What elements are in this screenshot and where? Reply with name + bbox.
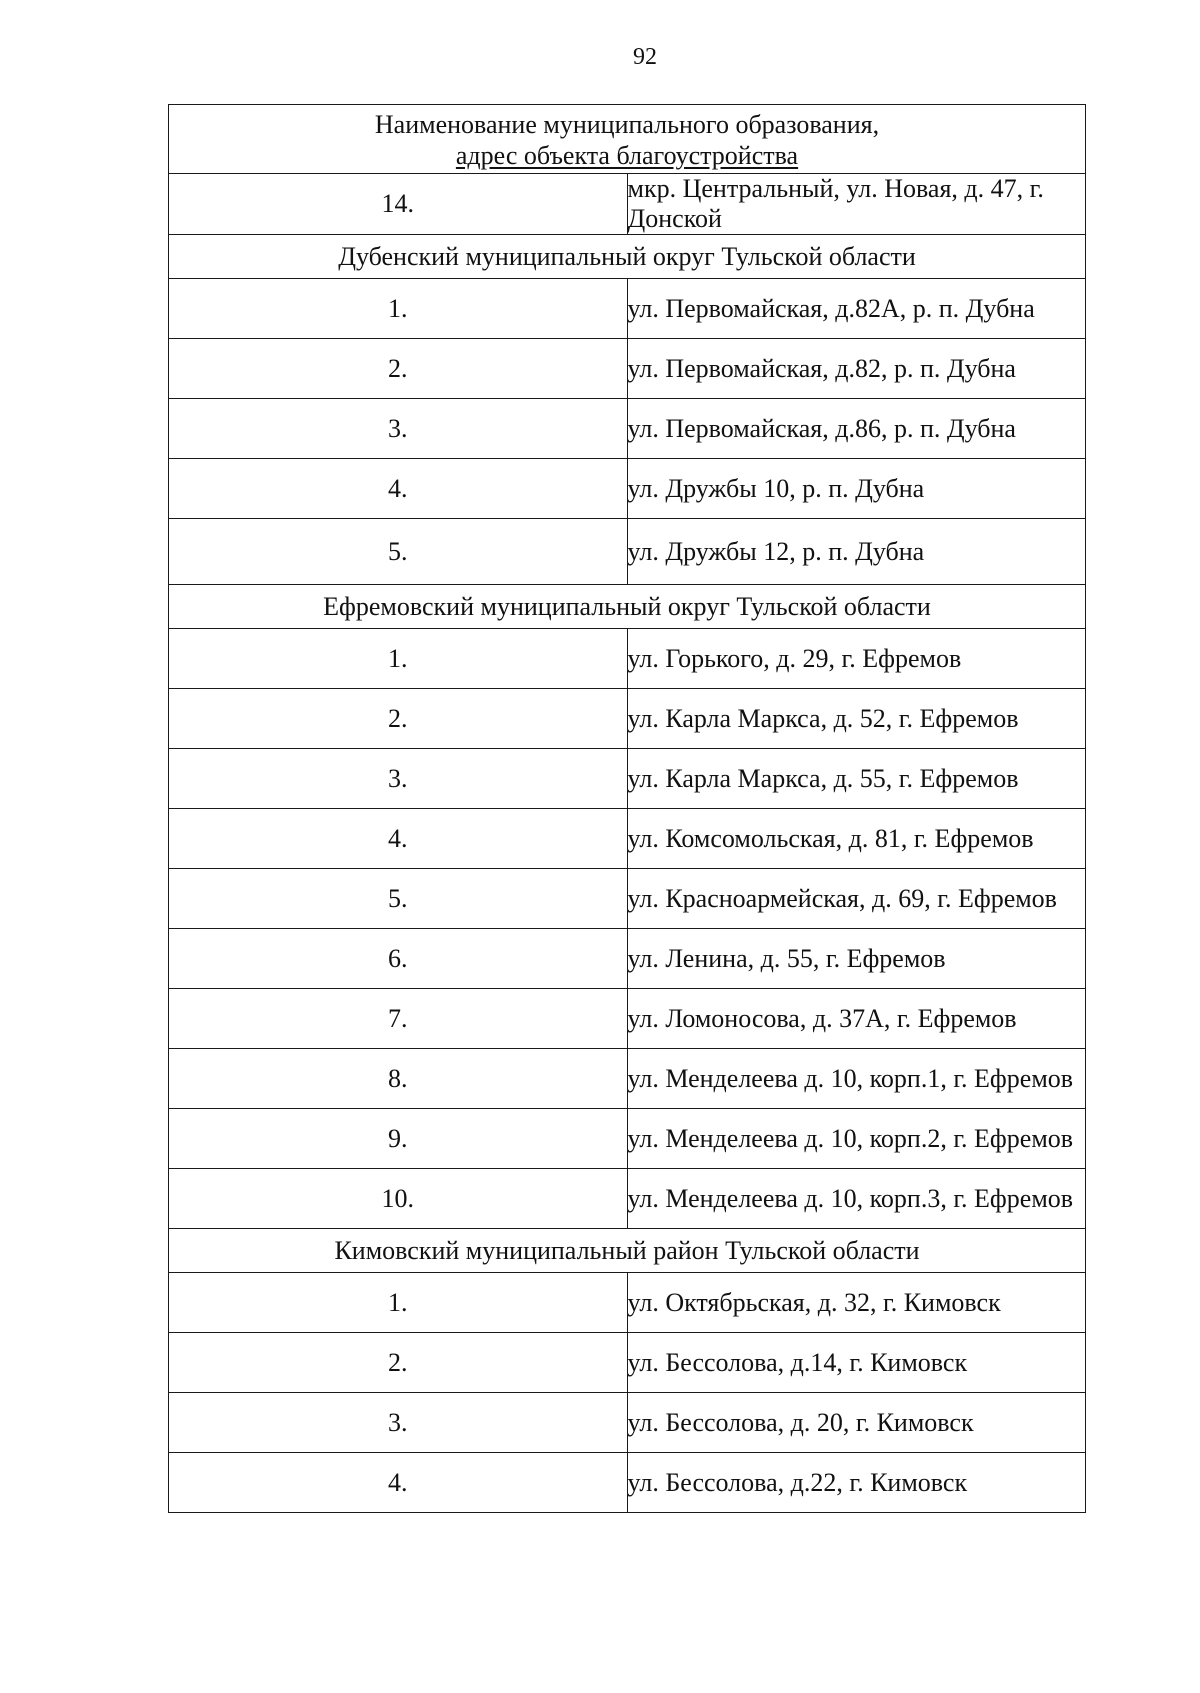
row-number: 5. bbox=[169, 519, 628, 585]
row-number: 3. bbox=[169, 1393, 628, 1453]
row-number: 7. bbox=[169, 989, 628, 1049]
group-title: Кимовский муниципальный район Тульской области bbox=[169, 1229, 1086, 1273]
row-address: ул. Октябрьская, д. 32, г. Кимовск bbox=[627, 1273, 1086, 1333]
table-row bbox=[169, 174, 1086, 235]
row-address: ул. Первомайская, д.82, р. п. Дубна bbox=[627, 339, 1086, 399]
row-number: 2. bbox=[169, 1333, 628, 1393]
group-header-row bbox=[169, 585, 1086, 629]
row-address: ул. Менделеева д. 10, корп.3, г. Ефремов bbox=[627, 1169, 1086, 1229]
row-address: ул. Ломоносова, д. 37А, г. Ефремов bbox=[627, 989, 1086, 1049]
table-row bbox=[169, 279, 1086, 339]
page-number: 92 bbox=[633, 44, 657, 70]
row-number: 9. bbox=[169, 1109, 628, 1169]
row-address: ул. Первомайская, д.86, р. п. Дубна bbox=[627, 399, 1086, 459]
table-row bbox=[169, 1333, 1086, 1393]
table-row bbox=[169, 689, 1086, 749]
row-number: 4. bbox=[169, 459, 628, 519]
table-row bbox=[169, 459, 1086, 519]
table-row bbox=[169, 629, 1086, 689]
row-address: ул. Ленина, д. 55, г. Ефремов bbox=[627, 929, 1086, 989]
address-table bbox=[168, 104, 1086, 1513]
row-number: 3. bbox=[169, 749, 628, 809]
group-header-row bbox=[169, 235, 1086, 279]
group-title: Ефремовский муниципальный округ Тульской области bbox=[169, 585, 1086, 629]
row-address: ул. Первомайская, д.82А, р. п. Дубна bbox=[627, 279, 1086, 339]
row-address: ул. Менделеева д. 10, корп.1, г. Ефремов bbox=[627, 1049, 1086, 1109]
row-address: ул. Красноармейская, д. 69, г. Ефремов bbox=[627, 869, 1086, 929]
table-row bbox=[169, 339, 1086, 399]
row-number: 1. bbox=[169, 629, 628, 689]
row-number: 10. bbox=[169, 1169, 628, 1229]
table-row bbox=[169, 809, 1086, 869]
row-number: 8. bbox=[169, 1049, 628, 1109]
header-line-2: адрес объекта благоустройства bbox=[455, 141, 799, 170]
header-line-1: Наименование муниципального образования, bbox=[374, 110, 880, 139]
row-number: 5. bbox=[169, 869, 628, 929]
row-number: 6. bbox=[169, 929, 628, 989]
address-table-body bbox=[169, 105, 1086, 1513]
row-number: 1. bbox=[169, 279, 628, 339]
table-header-cell bbox=[169, 105, 1086, 174]
table-row bbox=[169, 929, 1086, 989]
row-address: ул. Дружбы 10, р. п. Дубна bbox=[627, 459, 1086, 519]
row-number: 1. bbox=[169, 1273, 628, 1333]
row-number: 2. bbox=[169, 689, 628, 749]
row-number: 4. bbox=[169, 809, 628, 869]
row-address: ул. Дружбы 12, р. п. Дубна bbox=[627, 519, 1086, 585]
table-row bbox=[169, 1169, 1086, 1229]
row-address: мкр. Центральный, ул. Новая, д. 47, г. Донской bbox=[627, 174, 1086, 235]
table-row bbox=[169, 1453, 1086, 1513]
table-header-row bbox=[169, 105, 1086, 174]
row-address: ул. Комсомольская, д. 81, г. Ефремов bbox=[627, 809, 1086, 869]
table-row bbox=[169, 869, 1086, 929]
table-row bbox=[169, 399, 1086, 459]
group-header-row bbox=[169, 1229, 1086, 1273]
table-row bbox=[169, 1109, 1086, 1169]
group-title: Дубенский муниципальный округ Тульской области bbox=[169, 235, 1086, 279]
row-address: ул. Менделеева д. 10, корп.2, г. Ефремов bbox=[627, 1109, 1086, 1169]
table-row bbox=[169, 1273, 1086, 1333]
table-row bbox=[169, 989, 1086, 1049]
row-address: ул. Карла Маркса, д. 55, г. Ефремов bbox=[627, 749, 1086, 809]
table-row bbox=[169, 749, 1086, 809]
row-address: ул. Бессолова, д.14, г. Кимовск bbox=[627, 1333, 1086, 1393]
row-number: 3. bbox=[169, 399, 628, 459]
table-row bbox=[169, 519, 1086, 585]
row-address: ул. Бессолова, д.22, г. Кимовск bbox=[627, 1453, 1086, 1513]
table-row bbox=[169, 1393, 1086, 1453]
table-row bbox=[169, 1049, 1086, 1109]
row-address: ул. Горького, д. 29, г. Ефремов bbox=[627, 629, 1086, 689]
row-address: ул. Бессолова, д. 20, г. Кимовск bbox=[627, 1393, 1086, 1453]
row-number: 4. bbox=[169, 1453, 628, 1513]
row-number: 14. bbox=[169, 174, 628, 235]
row-number: 2. bbox=[169, 339, 628, 399]
row-address: ул. Карла Маркса, д. 52, г. Ефремов bbox=[627, 689, 1086, 749]
